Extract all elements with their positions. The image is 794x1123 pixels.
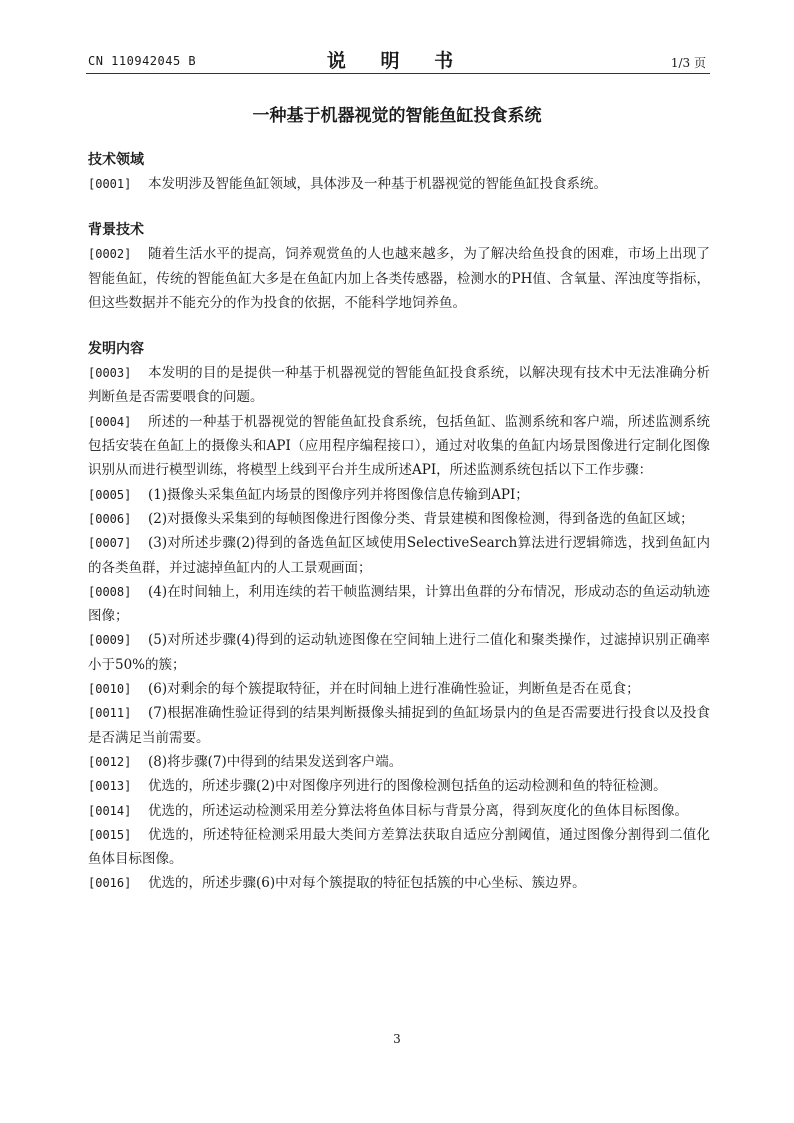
paragraph bbox=[88, 410, 710, 483]
paragraph-number: [0009] bbox=[88, 633, 132, 648]
document-body bbox=[88, 148, 710, 896]
paragraph-number: [0002] bbox=[88, 247, 132, 262]
paragraph-number: [0001] bbox=[88, 177, 132, 191]
page-number: 3 bbox=[393, 1032, 401, 1046]
paragraph-text: 随着生活水平的提高，饲养观赏鱼的人也越来越多，为了解决给鱼投食的困难，市场上出现了智能鱼缸，传统的智能鱼缸大多是在鱼缸内加上各类传感器，检测水的PH值、含氧量、浑浊度等指标，但这些数据并不能充分的作为投食的依据，不能科学地饲养鱼。 bbox=[88, 246, 710, 311]
paragraph bbox=[88, 823, 710, 872]
paragraph bbox=[88, 774, 710, 798]
paragraph bbox=[88, 701, 710, 750]
patent-number: CN 110942045 B bbox=[88, 54, 197, 68]
document-title: 一种基于机器视觉的智能鱼缸投食系统 bbox=[252, 106, 542, 126]
paragraph-text: 本发明涉及智能鱼缸领域，具体涉及一种基于机器视觉的智能鱼缸投食系统。 bbox=[148, 176, 607, 192]
paragraph-text: 所述的一种基于机器视觉的智能鱼缸投食系统，包括鱼缸、监测系统和客户端，所述监测系统包括安装在鱼缸上的摄像头和API（应用程序编程接口），通过对收集的鱼缸内场景图像进行定制化图像识别从而进行模型训练，将模型上线到平台并生成所述API，所述监测系统包括以下工作步骤： bbox=[88, 413, 710, 479]
document-type: 说 明 书 bbox=[326, 50, 468, 72]
paragraph bbox=[88, 242, 710, 315]
section-spacer bbox=[88, 315, 710, 337]
paragraph-text: (1)摄像头采集鱼缸内场景的图像序列并将图像信息传输到API； bbox=[148, 486, 529, 503]
paragraph-text: (2)对摄像头采集到的每帧图像进行图像分类、背景建模和图像检测，得到备选的鱼缸区域； bbox=[148, 510, 694, 527]
paragraph-number: [0014] bbox=[88, 803, 132, 818]
paragraph-number: [0006] bbox=[88, 511, 132, 526]
paragraph bbox=[88, 871, 710, 895]
paragraph bbox=[88, 483, 710, 507]
paragraph-number: [0010] bbox=[88, 682, 132, 697]
paragraph-text: (8)将步骤(7)中得到的结果发送到客户端。 bbox=[148, 753, 403, 770]
section-heading: 发明内容 bbox=[88, 341, 144, 358]
paragraph-text: 优选的，所述步骤(2)中对图像序列进行的图像检测包括鱼的运动检测和鱼的特征检测。 bbox=[148, 778, 667, 795]
page-indicator: 1/3 页 bbox=[670, 56, 706, 70]
paragraph bbox=[88, 799, 710, 823]
paragraph bbox=[88, 750, 710, 774]
paragraph-number: [0007] bbox=[88, 536, 132, 551]
paragraph-text: (6)对剩余的每个簇提取特征，并在时间轴上进行准确性验证，判断鱼是否在觅食； bbox=[148, 681, 640, 698]
paragraph-number: [0008] bbox=[88, 584, 132, 599]
section-heading: 技术领域 bbox=[88, 152, 144, 168]
paragraph-text: (4)在时间轴上，利用连续的若干帧监测结果，计算出鱼群的分布情况，形成动态的鱼运动轨迹图像； bbox=[88, 583, 710, 625]
section-heading: 背景技术 bbox=[88, 222, 144, 239]
paragraph-text: 优选的，所述特征检测采用最大类间方差算法获取自适应分割阈值，通过图像分割得到二值化鱼体目标图像。 bbox=[88, 826, 710, 868]
paragraph bbox=[88, 628, 710, 677]
paragraph-text: 本发明的目的是提供一种基于机器视觉的智能鱼缸投食系统，以解决现有技术中无法准确分析判断鱼是否需要喂食的问题。 bbox=[88, 365, 710, 406]
paragraph-text: 优选的，所述运动检测采用差分算法将鱼体目标与背景分离，得到灰度化的鱼体目标图像。 bbox=[148, 802, 688, 819]
header-divider bbox=[86, 73, 710, 74]
paragraph bbox=[88, 361, 710, 410]
paragraph bbox=[88, 677, 710, 701]
paragraph-number: [0015] bbox=[88, 827, 132, 842]
paragraph-text: (7)根据准确性验证得到的结果判断摄像头捕捉到的鱼缸场景内的鱼是否需要进行投食以及投食是否满足当前需要。 bbox=[88, 705, 710, 746]
paragraph-text: 优选的，所述步骤(6)中对每个簇提取的特征包括簇的中心坐标、簇边界。 bbox=[148, 875, 586, 892]
section-spacer bbox=[88, 196, 710, 218]
paragraph bbox=[88, 172, 710, 196]
paragraph-number: [0013] bbox=[88, 779, 132, 794]
paragraph-number: [0012] bbox=[88, 754, 132, 769]
paragraph-text: (3)对所述步骤(2)得到的备选鱼缸区域使用SelectiveSearch算法进行逻辑筛选，找到鱼缸内的各类鱼群，并过滤掉鱼缸内的人工景观画面； bbox=[88, 535, 710, 576]
paragraph-text: (5)对所述步骤(4)得到的运动轨迹图像在空间轴上进行二值化和聚类操作，过滤掉识别正确率小于50%的簇； bbox=[88, 632, 710, 673]
paragraph bbox=[88, 507, 710, 531]
paragraph-number: [0016] bbox=[88, 876, 132, 891]
paragraph bbox=[88, 531, 710, 580]
paragraph-number: [0003] bbox=[88, 366, 132, 381]
paragraph-number: [0004] bbox=[88, 414, 132, 429]
paragraph-number: [0011] bbox=[88, 706, 132, 721]
paragraph bbox=[88, 580, 710, 629]
paragraph-number: [0005] bbox=[88, 487, 132, 502]
